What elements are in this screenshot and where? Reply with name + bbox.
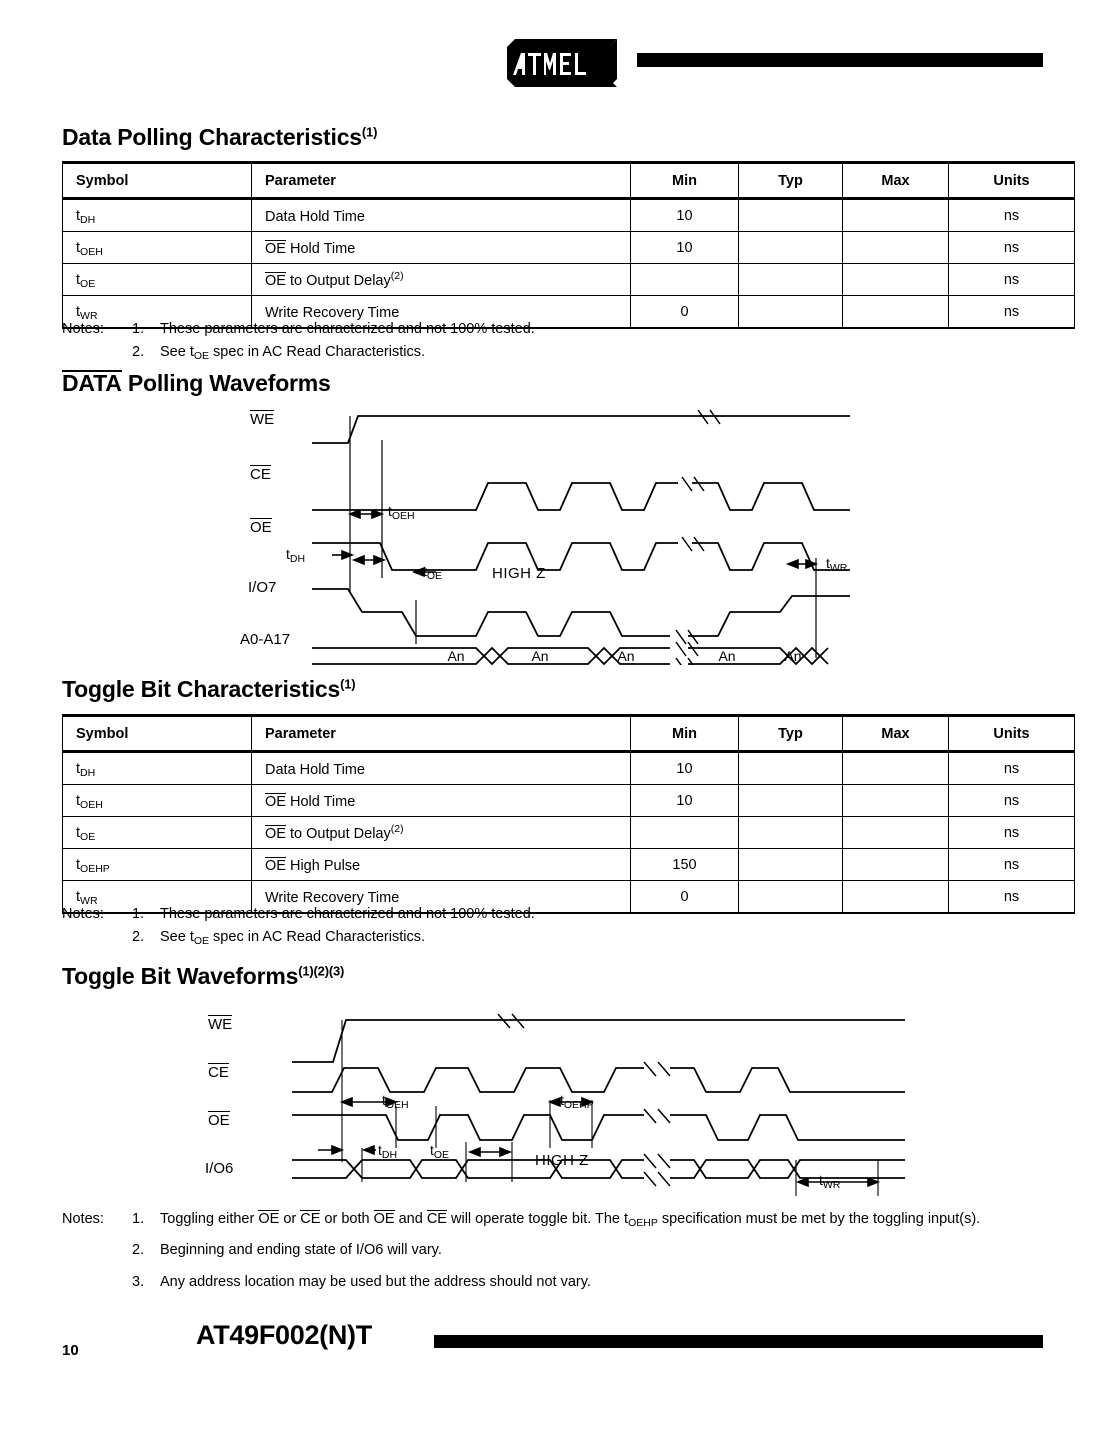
address-label: An xyxy=(531,648,549,664)
cell-min: 0 xyxy=(631,296,739,329)
cell-min xyxy=(631,264,739,296)
cell-max xyxy=(843,881,949,914)
cell-symbol: $t_{WR}$ xyxy=(63,881,252,914)
notes-label: Notes: xyxy=(62,1211,104,1227)
note-item xyxy=(62,318,762,341)
cell-parameter: OE Hold Time xyxy=(252,785,631,817)
cell-min xyxy=(631,817,739,849)
cell-min: 150 xyxy=(631,849,739,881)
signal-label-io7: I/O7 xyxy=(248,579,277,596)
col-symbol: Symbol xyxy=(63,163,252,199)
notes-label: Notes: xyxy=(62,906,104,922)
signal-label-we: WE xyxy=(208,1016,233,1033)
table-header-row xyxy=(63,163,1075,199)
data-polling-characteristics-table xyxy=(62,161,1075,329)
cell-max xyxy=(843,264,949,296)
notes-data-polling xyxy=(62,318,762,365)
page-number: 10 xyxy=(62,1342,79,1359)
table-row xyxy=(63,817,1075,849)
notes-toggle-bit xyxy=(62,903,762,950)
overline-oe: OE xyxy=(265,857,286,874)
signal-label-ce: CE xyxy=(208,1064,229,1081)
col-units: Units xyxy=(949,716,1075,752)
col-units: Units xyxy=(949,163,1075,199)
page-title-data-polling xyxy=(62,124,377,151)
timing-label-twr: $t_{WR}$ xyxy=(819,1172,841,1191)
cell-units: ns xyxy=(949,849,1075,881)
cell-symbol: $t_{DH}$ xyxy=(63,199,252,232)
signal-label-ce: CE xyxy=(250,466,271,483)
overline-oe: OE xyxy=(265,793,286,810)
toggle-bit-heading-footnote: (1) xyxy=(340,676,356,692)
cell-symbol: $t_{WR}$ xyxy=(63,296,252,329)
figure-toggle-bit-waveforms xyxy=(200,1002,920,1198)
address-label: An xyxy=(784,648,802,664)
notes-label: Notes: xyxy=(62,321,104,337)
table-row xyxy=(63,232,1075,264)
cell-typ xyxy=(739,817,843,849)
cell-max xyxy=(843,817,949,849)
note-number: 2. xyxy=(132,929,145,946)
cell-parameter: OE to Output Delay$^{(2)}$ xyxy=(252,264,631,296)
cell-parameter: OE to Output Delay$^{(2)}$ xyxy=(252,817,631,849)
note-number: 1. xyxy=(132,906,145,922)
overline-oe: OE xyxy=(265,825,286,842)
cell-units: ns xyxy=(949,199,1075,232)
address-label: An xyxy=(447,648,465,664)
note-text: Toggling either OE or CE or both OE and CE will operate toggle bit. The $t_{OEHP}$ specification must be met by the toggling input(s). xyxy=(160,1211,981,1229)
cell-typ xyxy=(739,785,843,817)
col-max: Max xyxy=(843,163,949,199)
cell-max xyxy=(843,752,949,785)
overline-oe: OE xyxy=(265,272,286,289)
page-title-toggle-bit xyxy=(62,676,355,703)
timing-label-tdh: $t_{DH}$ xyxy=(286,546,306,565)
table-row xyxy=(63,199,1075,232)
col-min: Min xyxy=(631,716,739,752)
cell-symbol: $t_{OEH}$ xyxy=(63,785,252,817)
note-item xyxy=(62,1239,1037,1262)
cell-typ xyxy=(739,264,843,296)
table-row xyxy=(63,264,1075,296)
col-parameter: Parameter xyxy=(252,163,631,199)
footer-rule xyxy=(434,1335,1043,1348)
high-z-label: HIGH Z xyxy=(535,1152,589,1169)
col-parameter: Parameter xyxy=(252,716,631,752)
cell-parameter: Data Hold Time xyxy=(252,199,631,232)
data-polling-table-body xyxy=(63,199,1075,329)
note-text: These parameters are characterized and not 100% tested. xyxy=(160,906,535,922)
cell-parameter: OE Hold Time xyxy=(252,232,631,264)
cell-parameter: Data Hold Time xyxy=(252,752,631,785)
data-polling-heading-footnote: (1) xyxy=(361,124,378,140)
note-text: See $t_{OE}$ spec in AC Read Characteristics. xyxy=(160,929,426,948)
address-label: An xyxy=(718,648,736,664)
data-polling-waveforms-heading-rest: Polling Waveforms xyxy=(121,370,331,396)
cell-min: 10 xyxy=(631,752,739,785)
overline-ce: CE xyxy=(426,1211,447,1227)
note-text: See $t_{OE}$ spec in AC Read Characteristics. xyxy=(160,344,426,363)
cell-units: ns xyxy=(949,752,1075,785)
overline-oe: OE xyxy=(265,240,286,257)
cell-max xyxy=(843,199,949,232)
overline-oe: OE xyxy=(258,1211,280,1227)
cell-units: ns xyxy=(949,817,1075,849)
col-symbol: Symbol xyxy=(63,716,252,752)
page-title-toggle-bit-waveforms xyxy=(62,963,344,990)
cell-typ xyxy=(739,752,843,785)
col-typ: Typ xyxy=(739,716,843,752)
toggle-bit-table-body xyxy=(63,752,1075,914)
cell-units: ns xyxy=(949,264,1075,296)
signal-label-oe: OE xyxy=(250,519,272,536)
table-row xyxy=(63,849,1075,881)
atmel-logo xyxy=(505,33,623,91)
signal-label-a0-a17: A0-A17 xyxy=(240,631,291,648)
cell-parameter: OE High Pulse xyxy=(252,849,631,881)
note-text: Beginning and ending state of I/O6 will vary. xyxy=(160,1242,442,1259)
note-text: Any address location may be used but the address should not vary. xyxy=(160,1273,591,1290)
timing-label-twr: $t_{WR}$ xyxy=(826,555,848,574)
overline-oe: OE xyxy=(373,1211,395,1227)
timing-label-toeh: $t_{OEH}$ xyxy=(388,503,415,522)
cell-units: ns xyxy=(949,296,1075,329)
note-item xyxy=(62,1208,1037,1231)
cell-units: ns xyxy=(949,785,1075,817)
timing-label-toeh: $t_{OEH}$ xyxy=(382,1092,409,1111)
cell-parameter: Write Recovery Time xyxy=(252,881,631,914)
high-z-label: HIGH Z xyxy=(492,565,546,582)
cell-min: 10 xyxy=(631,785,739,817)
page-title-data-polling-waveforms xyxy=(62,370,331,397)
signal-label-oe: OE xyxy=(208,1112,230,1129)
figure-data-polling-waveforms xyxy=(240,400,860,665)
cell-max xyxy=(843,296,949,329)
note-number: 2. xyxy=(132,1242,145,1259)
signal-label-we: WE xyxy=(250,411,275,428)
cell-min: 0 xyxy=(631,881,739,914)
note-number: 2. xyxy=(132,344,145,361)
part-number: AT49F002(N)T xyxy=(196,1320,372,1350)
table-header-row xyxy=(63,716,1075,752)
cell-parameter: Write Recovery Time xyxy=(252,296,631,329)
overline-ce: CE xyxy=(300,1211,321,1227)
cell-min: 10 xyxy=(631,232,739,264)
cell-typ xyxy=(739,232,843,264)
toggle-bit-heading-text: Toggle Bit Characteristics xyxy=(62,676,341,702)
toggle-bit-waveforms-heading-text: Toggle Bit Waveforms xyxy=(62,963,299,989)
col-min: Min xyxy=(631,163,739,199)
cell-min: 10 xyxy=(631,199,739,232)
address-label: An xyxy=(617,648,635,664)
col-typ: Typ xyxy=(739,163,843,199)
note-number: 3. xyxy=(132,1273,145,1290)
notes-toggle-bit-waveforms xyxy=(62,1208,1037,1294)
cell-max xyxy=(843,849,949,881)
cell-typ xyxy=(739,849,843,881)
signal-label-io6: I/O6 xyxy=(205,1160,234,1177)
cell-symbol: $t_{OE}$ xyxy=(63,264,252,296)
timing-label-toe: $t_{OE}$ xyxy=(423,563,443,582)
toggle-bit-waveforms-heading-footnote: (1)(2)(3) xyxy=(298,963,345,979)
note-item xyxy=(62,903,762,926)
cell-max xyxy=(843,785,949,817)
note-item xyxy=(62,341,762,364)
cell-max xyxy=(843,232,949,264)
cell-units: ns xyxy=(949,881,1075,914)
note-item xyxy=(62,926,762,949)
cell-symbol: $t_{DH}$ xyxy=(63,752,252,785)
col-max: Max xyxy=(843,716,949,752)
note-text: These parameters are characterized and not 100% tested. xyxy=(160,321,535,337)
cell-symbol: $t_{OEHP}$ xyxy=(63,849,252,881)
timing-label-tdh: $t_{DH}$ xyxy=(378,1142,398,1161)
cell-units: ns xyxy=(949,232,1075,264)
cell-typ xyxy=(739,199,843,232)
timing-label-toehp: $t_{OEHP}$ xyxy=(560,1092,594,1111)
note-number: 1. xyxy=(132,321,145,337)
timing-label-toe: $t_{OE}$ xyxy=(430,1142,450,1161)
data-polling-heading-text: Data Polling Characteristics xyxy=(62,124,362,150)
note-item xyxy=(62,1271,1037,1294)
waveform-svg-data-polling xyxy=(240,400,860,665)
cell-symbol: $t_{OE}$ xyxy=(63,817,252,849)
table-row xyxy=(63,752,1075,785)
cell-symbol: $t_{OEH}$ xyxy=(63,232,252,264)
page-header xyxy=(0,0,1105,100)
table-row xyxy=(63,785,1075,817)
overline-data: DATA xyxy=(62,370,122,396)
note-number: 1. xyxy=(132,1211,145,1227)
toggle-bit-characteristics-table xyxy=(62,714,1075,914)
header-rule xyxy=(637,53,1043,67)
